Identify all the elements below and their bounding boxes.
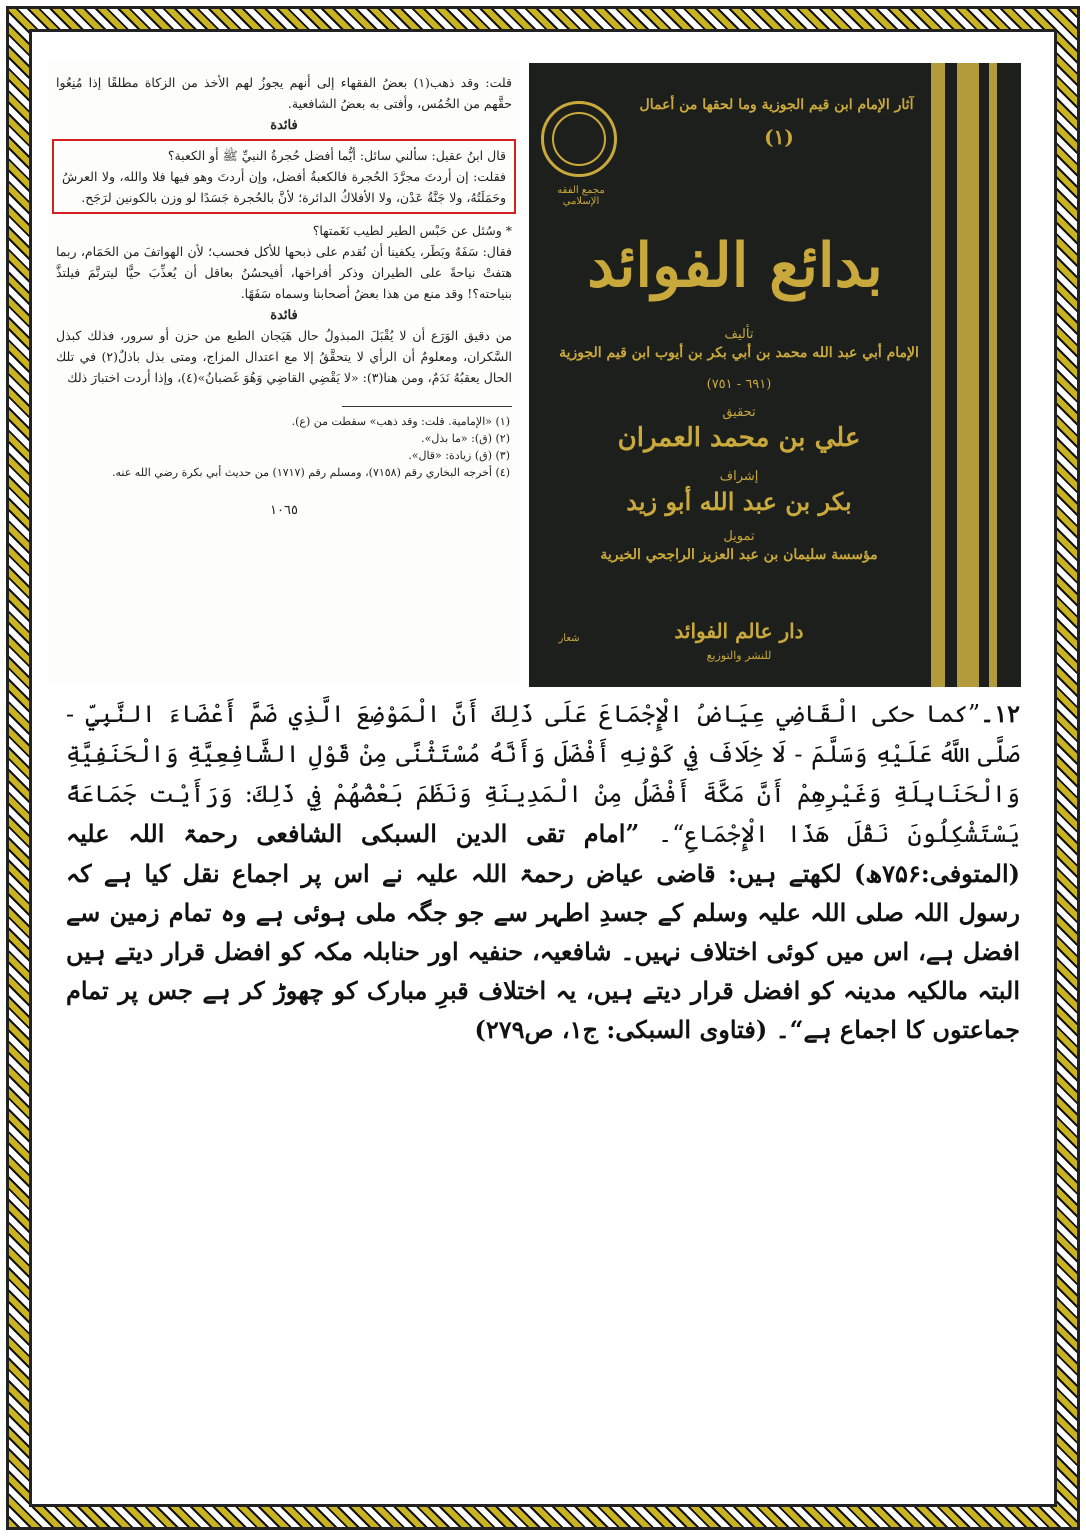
book-paragraph: * وسُئل عن حَبْس الطير لطيب نَغَمتها؟: [312, 223, 512, 238]
emblem-seal-icon: [541, 101, 617, 177]
footnote: (٢) (ق): «ما بذل».: [421, 432, 510, 445]
arabic-quote: ”كما حكى الْقَاضِي عِيَاضُ الْإِجْمَاعَ عَلَى ذَلِكَ أَنَّ الْمَوْضِعَ الَّذِي ضَمَّ أَعْضَاءَ النَّبِيِّ - صَلَّى اللَّهُ عَلَيْهِ وَسَلَّمَ - لَا خِلَافَ فِي كَوْنِهِ أَفْضَلَ وَأَنَّهُ مُسْتَثْنًى مِنْ قَوْلِ الشَّافِعِيَّةِ وَالْحَنَفِيَّةِ وَالْحَنَابِلَةِ وَغَيْرِهِمْ أَنَّ مَكَّةَ أَفْضَلُ مِنْ الْمَدِينَةِ وَنَظَمَ بَعْضُهُمْ فِي ذَلِكَ: وَرَأَيْت جَمَاعَةً يَسْتَشْكِلُونَ نَقْلَ هَذَا الْإِجْمَاعِ“۔: [66, 700, 1021, 848]
boxed-answer: فقلت: إن أردتَ مجرَّدَ الحُجرة فالكعبةُ أفضل، وإن أردتَ وهو فيها فلا والله، ولا العرشُ وحَمَلَتُهُ، ولا جَنَّةُ عَدْن، ولا الأفلاكُ الدائرة؛ لأنَّ بالحُجرة جَسَدًا لو وزن بالكونين لرَجَح.: [62, 169, 506, 205]
section-heading: فائدة: [270, 308, 298, 323]
cover-stripe: [931, 63, 945, 687]
cover-stripe: [989, 63, 997, 687]
cover-series: آثار الإمام ابن قيم الجوزية وما لحقها من أعمال: [639, 97, 914, 113]
footnote: (١) «الإمامية. قلت: وقد ذهب» سقطت من (ع).: [291, 415, 510, 428]
cover-funder: مؤسسة سليمان بن عبد العزيز الراجحي الخيرية: [600, 547, 878, 563]
cover-stripe: [957, 63, 979, 687]
urdu-reference: (فتاوی السبکی: ج۱، ص۲۷۹): [474, 1015, 768, 1044]
cover-supervisor-label: إشراف: [719, 469, 759, 484]
cover-supervisor: بكر بن عبد الله أبو زيد: [626, 487, 852, 516]
highlight-box: [52, 139, 516, 214]
book-paragraph: من دقيق الوَرَع أن لا يُقْبَلَ المبذولُ حال هَيَجان الطبع من حزن أو سرور، فذلك كبذل السَّكران، ومعلومٌ أن الرأي لا يتحقَّقُ إلا مع اعتدال المزاج، ومتى بذل باذلٌ(٢) في تلك الحال يعقبُهُ نَدَمٌ، ومن هنا(٣): «لا يَقْضِي القاضِي وَهُوَ غَضبانُ»(٤)، وإذا أردت اختبارَ ذلك: [56, 328, 512, 385]
book-page-scan: [48, 62, 520, 682]
cover-funder-label: تمويل: [723, 529, 755, 544]
cover-editor: علي بن محمد العمران: [617, 423, 861, 453]
page-number: ١٠٦٥: [270, 503, 298, 518]
footnote: (٣) (ق) زيادة: «قال».: [408, 449, 510, 462]
cover-title: بدائع الفوائد: [587, 231, 883, 301]
urdu-body: قاضی عیاض رحمۃ اللہ علیہ نے اس پر اجماع نقل کیا ہے کہ رسول اللہ صلی اللہ علیہ وسلم کے جسدِ اطہر سے جو جگہ ملی ہوئی ہے وہ تمام زمین سے افضل ہے، اس میں کوئی اختلاف نہیں۔ شافعیہ، حنفیہ اور حنابلہ مکہ کو افضل قرار دیتے ہیں البتہ مالکیہ مدینہ کو افضل قرار دیتے ہیں، یہ اختلاف قبرِ مبارک کو چھوڑ کر ہے جس پر تمام جماعتوں کا اجماع ہے“۔: [66, 859, 1020, 1044]
book-paragraph: قلت: وقد ذهب(١) بعضُ الفقهاء إلى أنهم يجوزُ لهم الأخذ من الزكاة مطلقًا إذا مُنِعُوا حقَّهم من الخُمُس، وأفتى به بعضُ الشافعية.: [56, 75, 512, 111]
book-paragraph: فقال: سَفَهٌ وبَطَر، يكفينا أن نُقدم على ذبحها للأكل فحسب؛ لأن الهواتفَ من الحَمَام، ربما هتفتْ نياحةً على الطيران وذكر أفراخها، أفيحسُنُ بعاقل أن يُعذِّبَ حيًّا ليترنَّمَ فيلتذَّ بنياحته؟! وقد منع من هذا بعضُ أصحابنا وسماه سَفَهًا.: [56, 244, 512, 301]
footnote-rule: [342, 406, 512, 407]
urdu-intro: ”امام تقی الدین السبکی الشافعی رحمۃ اللہ علیہ (المتوفی:۷۵۶ھ) لکھتے ہیں:: [66, 819, 1021, 888]
footnote: (٤) أخرجه البخاري رقم (٧١٥٨)، ومسلم رقم (١٧١٧) من حديث أبي بكرة رضي الله عنه.: [112, 466, 510, 479]
boxed-question: قال ابنُ عقيل: سألني سائل: أيُّما أفضل حُجرةُ النبيِّ ﷺ أو الكعبة؟: [167, 148, 506, 163]
cover-author: الإمام أبي عبد الله محمد بن أبي بكر بن أيوب ابن قيم الجوزية: [559, 345, 919, 361]
cover-publisher: دار عالم الفوائد: [674, 619, 804, 643]
book-cover: [529, 63, 1021, 687]
section-heading: فائدة: [270, 118, 298, 133]
cover-publisher-sub: للنشر والتوزيع: [706, 649, 772, 662]
urdu-commentary: [66, 694, 1020, 1049]
cover-small-text: مجمع الفقه الإسلامي: [557, 185, 605, 207]
cover-small-text: شعار: [558, 633, 580, 644]
item-number: ۱۲۔: [980, 699, 1020, 728]
cover-author-label: تأليف: [724, 327, 754, 342]
cover-editor-label: تحقيق: [722, 405, 756, 420]
cover-years: (٦٩١ - ٧٥١): [706, 377, 772, 392]
cover-volume: (١): [764, 125, 794, 149]
